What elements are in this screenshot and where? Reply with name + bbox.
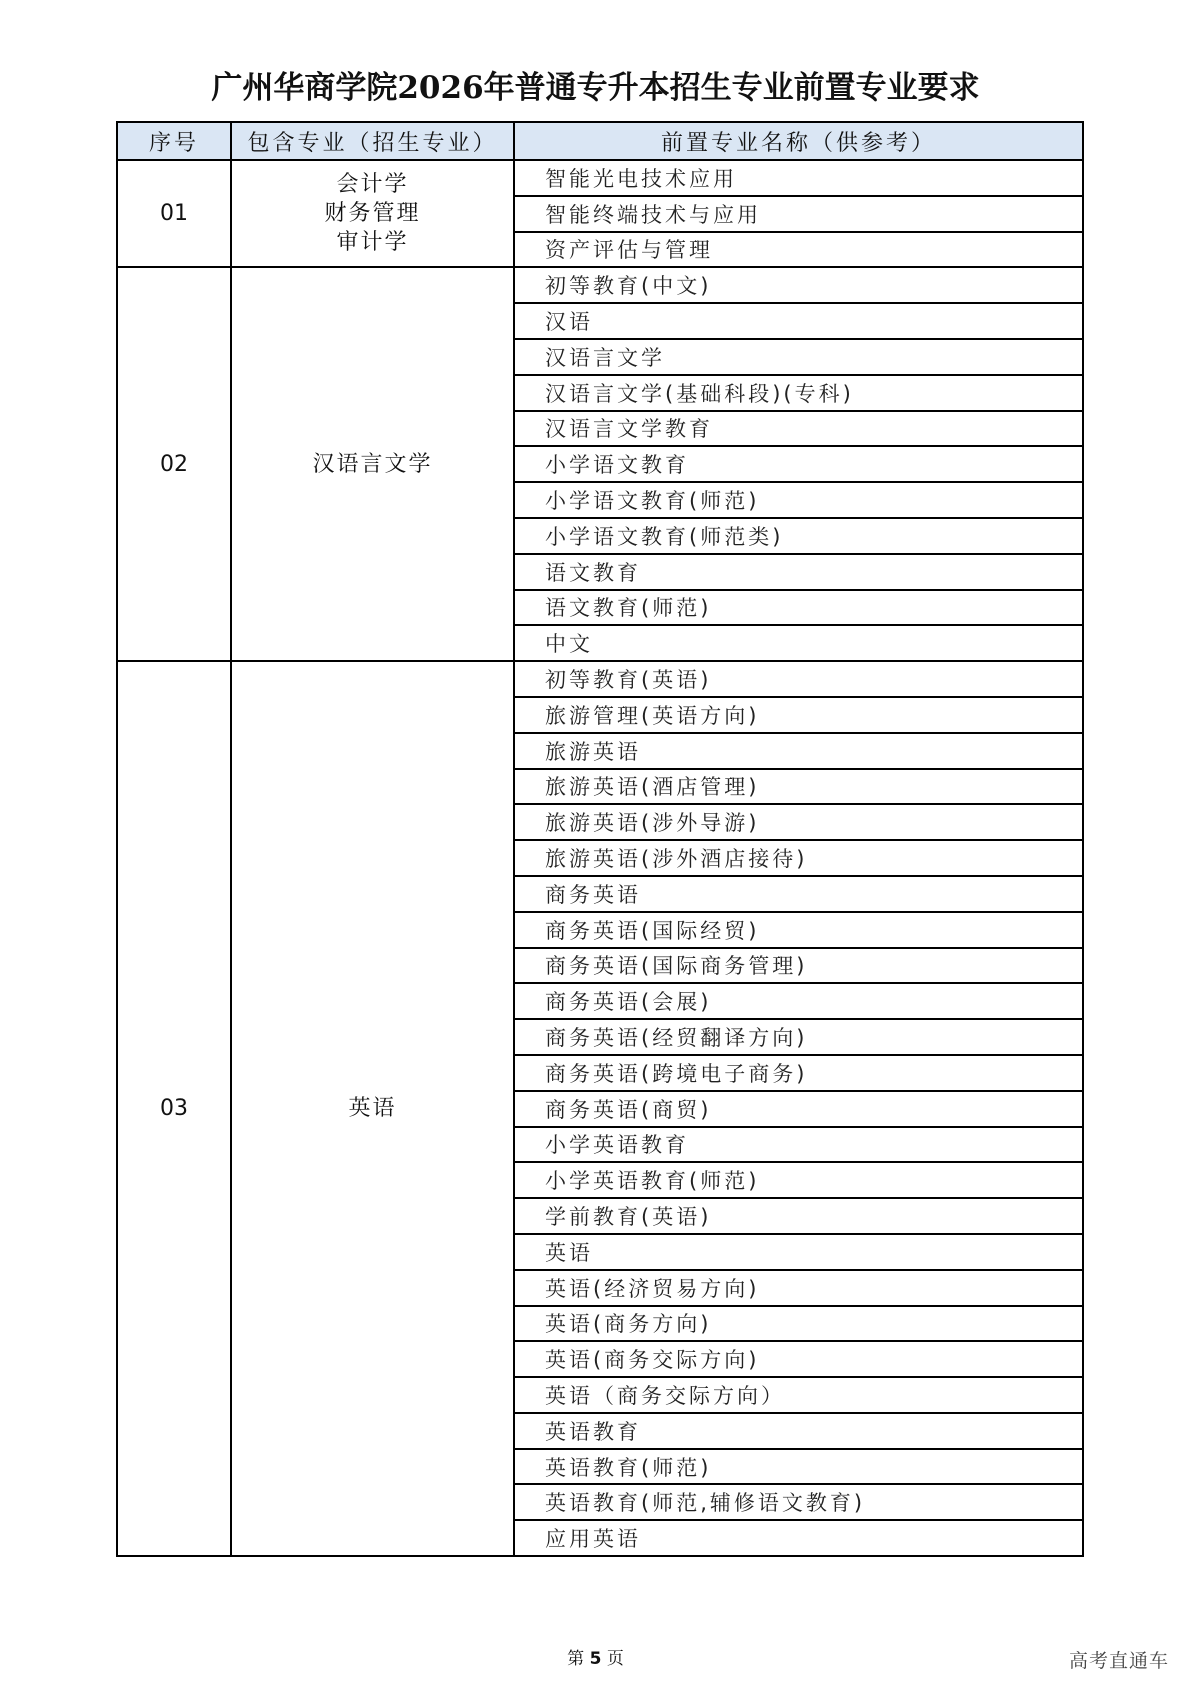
prereq-cell: 初等教育(英语) [514, 661, 1083, 697]
prerequisite-table [116, 121, 1084, 1557]
prereq-cell: 中文 [514, 625, 1083, 661]
header-prereq: 前置专业名称（供参考） [514, 122, 1083, 160]
prereq-cell: 汉语言文学 [514, 339, 1083, 375]
prereq-cell: 汉语言文学(基础科段)(专科) [514, 375, 1083, 411]
header-major: 包含专业（招生专业） [231, 122, 514, 160]
seq-cell: 02 [117, 267, 231, 661]
prereq-cell: 语文教育 [514, 554, 1083, 590]
table-body [117, 160, 1083, 1556]
prereq-cell: 小学英语教育 [514, 1127, 1083, 1163]
major-cell [231, 267, 514, 661]
major-name: 会计学 [336, 172, 409, 198]
prereq-cell: 英语(商务交际方向) [514, 1341, 1083, 1377]
footer-suffix: 页 [601, 1649, 624, 1669]
page-number: 5 [589, 1649, 602, 1669]
page-footer [0, 1644, 1191, 1669]
prereq-cell: 英语教育 [514, 1413, 1083, 1449]
prereq-cell: 商务英语(经贸翻译方向) [514, 1019, 1083, 1055]
prereq-cell: 旅游英语 [514, 733, 1083, 769]
major-cell [231, 661, 514, 1556]
table-header-row [117, 122, 1083, 160]
watermark: 高考直通车 [1068, 1650, 1169, 1672]
prereq-cell: 语文教育(师范) [514, 590, 1083, 626]
prereq-cell: 初等教育(中文) [514, 267, 1083, 303]
prereq-cell: 商务英语(会展) [514, 983, 1083, 1019]
major-name: 财务管理 [324, 201, 421, 227]
prereq-cell: 学前教育(英语) [514, 1198, 1083, 1234]
prereq-cell: 小学语文教育(师范) [514, 482, 1083, 518]
prereq-cell: 智能光电技术应用 [514, 160, 1083, 196]
prereq-cell: 英语 [514, 1234, 1083, 1270]
table-row [117, 160, 1083, 196]
prereq-cell: 商务英语(跨境电子商务) [514, 1055, 1083, 1091]
prereq-cell: 英语（商务交际方向） [514, 1377, 1083, 1413]
prereq-cell: 旅游英语(涉外酒店接待) [514, 840, 1083, 876]
prereq-cell: 智能终端技术与应用 [514, 196, 1083, 232]
prereq-cell: 应用英语 [514, 1520, 1083, 1556]
prereq-cell: 旅游管理(英语方向) [514, 697, 1083, 733]
prereq-cell: 旅游英语(酒店管理) [514, 769, 1083, 805]
page-title: 广州华商学院2026年普通专升本招生专业前置专业要求 [211, 70, 980, 106]
prereq-cell: 英语(商务方向) [514, 1306, 1083, 1342]
seq-cell: 01 [117, 160, 231, 267]
major-cell [231, 160, 514, 267]
table-row [117, 267, 1083, 303]
major-name: 审计学 [336, 230, 409, 256]
prereq-cell: 英语教育(师范) [514, 1449, 1083, 1485]
table-row [117, 661, 1083, 697]
prereq-cell: 小学英语教育(师范) [514, 1162, 1083, 1198]
header-seq: 序号 [117, 122, 231, 160]
prereq-cell: 商务英语(商贸) [514, 1091, 1083, 1127]
prereq-cell: 商务英语 [514, 876, 1083, 912]
prereq-cell: 资产评估与管理 [514, 232, 1083, 268]
seq-cell: 03 [117, 661, 231, 1556]
major-name: 汉语言文学 [312, 451, 433, 477]
prereq-cell: 英语(经济贸易方向) [514, 1270, 1083, 1306]
prereq-cell: 商务英语(国际经贸) [514, 912, 1083, 948]
prereq-cell: 汉语言文学教育 [514, 411, 1083, 447]
major-name: 英语 [348, 1096, 397, 1122]
prereq-cell: 小学语文教育(师范类) [514, 518, 1083, 554]
footer-prefix: 第 [567, 1649, 590, 1669]
prereq-cell: 小学语文教育 [514, 446, 1083, 482]
prereq-cell: 商务英语(国际商务管理) [514, 948, 1083, 984]
prereq-cell: 英语教育(师范,辅修语文教育) [514, 1484, 1083, 1520]
prereq-cell: 汉语 [514, 303, 1083, 339]
prereq-cell: 旅游英语(涉外导游) [514, 804, 1083, 840]
